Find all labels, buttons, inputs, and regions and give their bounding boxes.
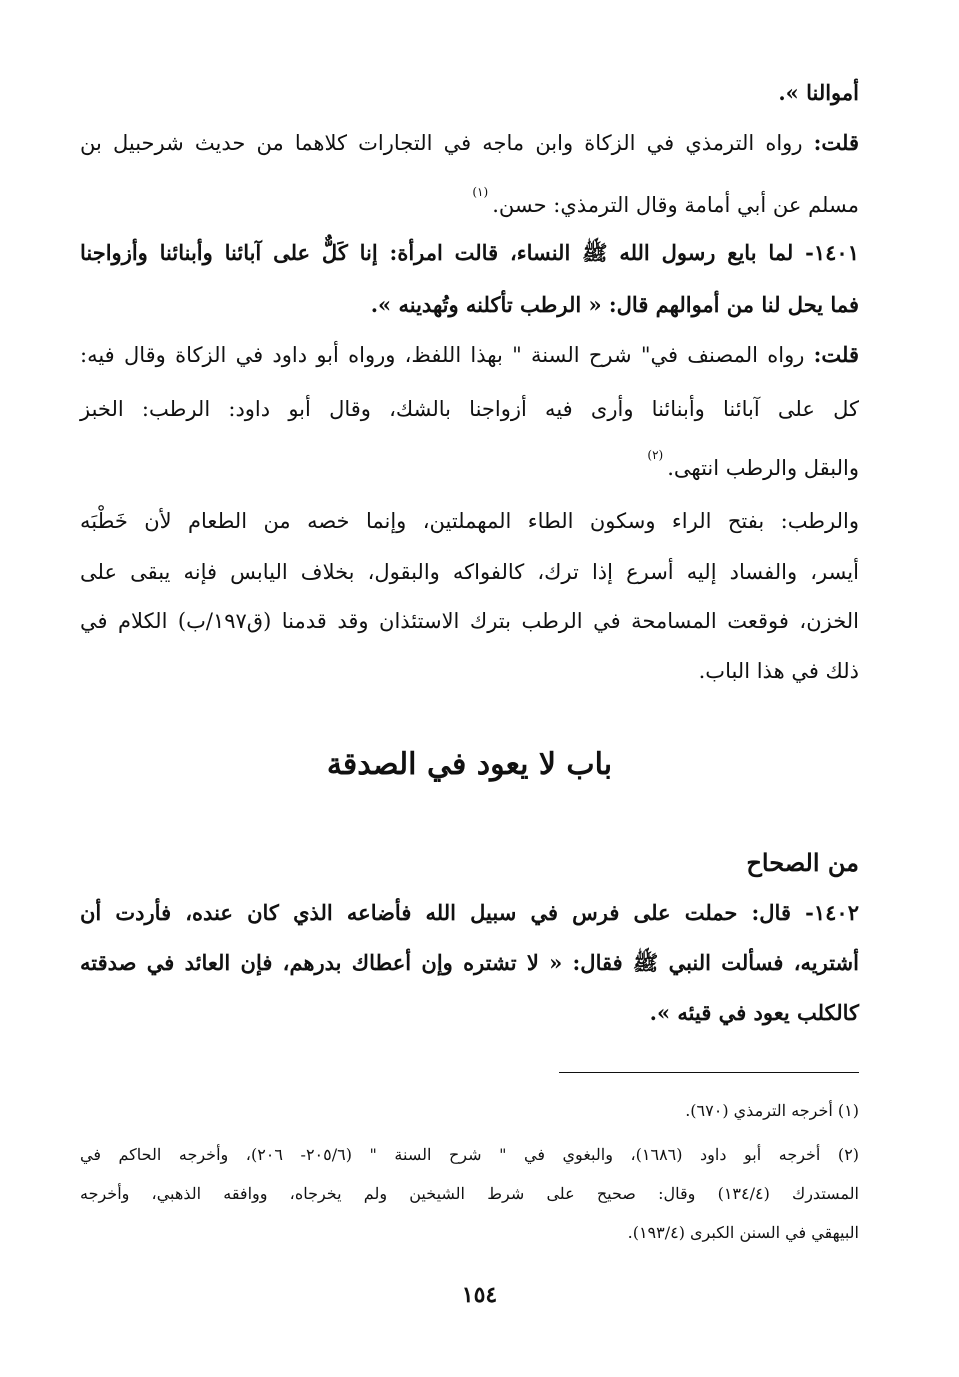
text-line: الخزن، فوقعت المسامحة في الرطب بترك الاستئذان وقد قدمنا (ق١٩٧/ب) الكلام في: [80, 609, 859, 633]
chapter-title: باب لا يعود في الصدقة: [326, 747, 613, 782]
text-line: [80, 340, 859, 370]
page-number: ١٥٤: [461, 1282, 498, 1308]
hadith-line: ١٤٠١- لما بايع رسول الله ﷺ النساء، قالت امرأة: إنا كَلٌّ على آبائنا وأبنائنا وأزواجنا: [80, 240, 859, 265]
text-line: أموالنا ».: [778, 80, 859, 105]
hadith-line: كالكلب يعود في قيئه ».: [649, 1000, 859, 1025]
text-span: رواه المصنف في" شرح السنة " بهذا اللفظ، ورواه أبو داود في الزكاة وقال فيه:: [80, 343, 814, 367]
note-lead: قلت:: [813, 342, 859, 367]
hadith-line: أشتريه، فسألت النبي ﷺ فقال: « لا تشتره وإن أعطاك بدرهم، فإن العائد في صدقته: [80, 950, 859, 975]
text-line: كل على آبائنا وأبنائنا وأرى فيه أزواجنا بالشك، وقال أبو داود: الرطب: الخبز: [80, 397, 859, 421]
hadith-line: ١٤٠٢- قال: حملت على فرس في سبيل الله فأضاعه الذي كان عنده، فأردت أن: [80, 900, 859, 925]
text-span: والبقل والرطب انتهى.: [667, 456, 859, 480]
text-span: رواه الترمذي في الزكاة وابن ماجه في التجارات كلاهما من حديث شرحبيل بن: [80, 131, 814, 155]
text-span: مسلم عن أبي أمامة وقال الترمذي: حسن.: [492, 193, 859, 217]
note-lead: قلت:: [813, 130, 859, 155]
footnote: (٢) أخرجه أبو داود (١٦٨٦)، والبغوي في " شرح السنة " (٢٠٥/٦- ٢٠٦)، وأخرجه الحاكم في: [80, 1145, 860, 1164]
footnote: (١) أخرجه الترمذي (٦٧٠).: [685, 1101, 859, 1120]
section-title: من الصحاح: [746, 848, 859, 877]
text-line: [80, 448, 859, 486]
text-line: أيسر، والفساد إليه أسرع إذا ترك، كالفواكه والبقول، بخلاف اليابس فإنه يبقى على: [80, 560, 859, 584]
text-line: ذلك في هذا الباب.: [698, 659, 859, 683]
footnote: البيهقي في السنن الكبرى (١٩٣/٤).: [627, 1223, 859, 1242]
footnote-ref: (٢): [647, 448, 664, 462]
text-line: [80, 185, 859, 223]
footnote-separator: [559, 1072, 859, 1073]
footnote: المستدرك (١٣٤/٤) وقال: صحيح على شرط الشيخين ولم يخرجاه، ووافقه الذهبي، وأخرجه: [80, 1184, 860, 1203]
text-line: والرطب: بفتح الراء وسكون الطاء المهملتين، وإنما خصه من الطعام لأن خَطْبَه: [80, 509, 859, 533]
footnote-ref: (١): [472, 185, 489, 199]
hadith-line: فما يحل لنا من أموالهم قال: « الرطب تأكلنه وتُهدينه ».: [370, 292, 859, 317]
text-line: [80, 128, 859, 158]
